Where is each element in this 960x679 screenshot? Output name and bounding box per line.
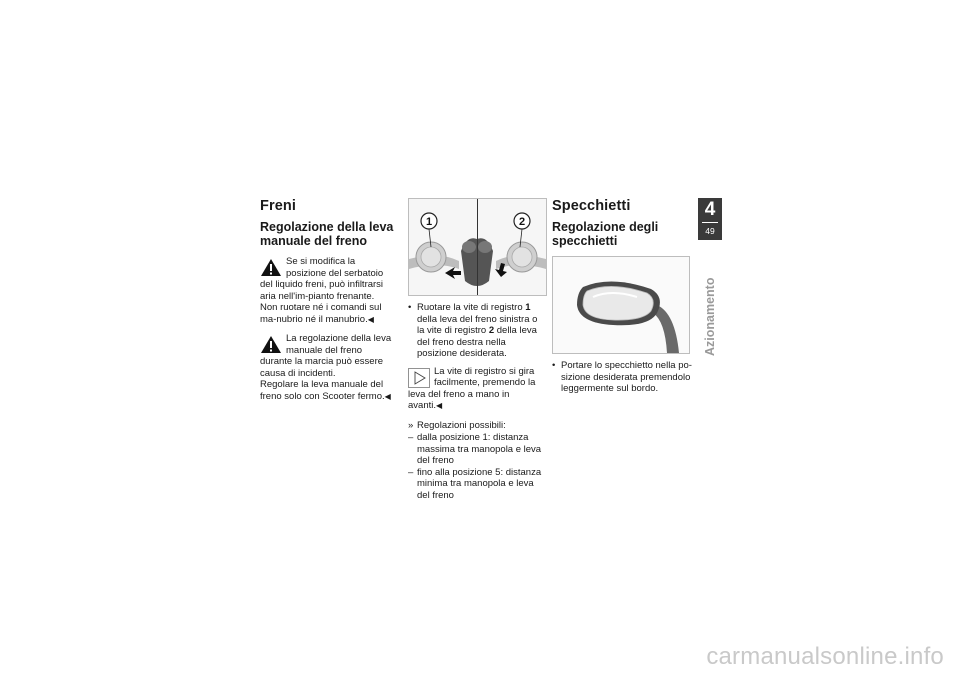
warning-2-text-2: Regolare la leva manuale del freno solo con Scooter fermo. [260,379,385,402]
chapter-tab [698,198,722,240]
screw-number-1: 1 [525,302,531,313]
dash-item-2 [408,467,545,502]
result-text: Regolazioni possibili: [417,419,506,431]
dash-item-1 [408,432,545,467]
instruction-text: della leva del freno destra nella posizione desiderata. [417,325,537,359]
dash-mark: – [408,432,414,443]
section-title-brakes: Freni [260,198,296,214]
chapter-number: 4 [704,199,716,220]
end-mark: ◀ [367,314,374,324]
instruction-text: Ruotare la vite di registro [417,302,526,313]
dash-mark: – [408,466,414,478]
end-mark: ◀ [436,401,443,410]
callout-2: 2 [518,216,526,228]
warning-triangle-icon [260,335,282,354]
result-line [408,420,545,432]
subtitle-brake-lever: Regolazione della leva manuale del freno [260,220,394,248]
brake-lever-figure [408,198,547,296]
note-block [408,366,545,412]
mirror-figure [552,256,690,354]
dash-item-1-text: dalla posizione 1: distanza massima tra manopola e leva del freno [417,432,542,466]
instruction-rotate-screw [408,302,545,360]
column-lever-adjustment [408,198,545,501]
warning-block-2 [260,333,396,402]
note-text: La vite di registro si gira facilmente, premendo la leva del freno a mano in avanti. [408,365,536,411]
instruction-text: della leva del freno sinistra o la vite di registro [417,313,538,336]
note-triangle-icon [408,368,430,388]
page-number: 49 [705,226,715,236]
callout-1: 1 [425,216,433,228]
bullet-mark: • [552,360,556,371]
warning-1-text-2: Non ruotare né i comandi sul ma-nubrio né il manubrio. [260,302,382,325]
watermark: carmanualsonline.info [706,643,944,670]
warning-2-text: La regolazione della leva manuale del freno durante la marcia può essere causa di incidenti. [260,333,392,379]
brake-lever-illustration [409,199,546,295]
dash-item-2-text: fino alla posizione 5: distanza minima tra manopola e leva del freno [417,466,542,501]
result-mark: » [408,419,414,431]
chapter-label: Azionamento [703,277,717,356]
instruction-mirror [552,360,692,395]
screw-number-2: 2 [488,325,495,336]
warning-triangle-icon [260,258,282,277]
end-mark: ◀ [384,391,391,401]
instruction-mirror-text: Portare lo specchietto nella po-sizione desiderata premendolo leggermente sul bordo. [561,360,692,394]
subtitle-mirror-adjustment: Regolazione degli specchietti [552,220,659,248]
warning-block-1 [260,256,396,325]
mirror-illustration [553,257,689,353]
column-brakes [260,198,396,410]
column-mirrors [552,198,692,401]
warning-1-text: Se si modifica la posizione del serbatoio del liquido freni, può infiltrarsi aria nell'im-pianto frenante. [260,256,384,302]
section-title-mirrors: Specchietti [552,198,631,214]
bullet-mark: • [408,302,412,313]
